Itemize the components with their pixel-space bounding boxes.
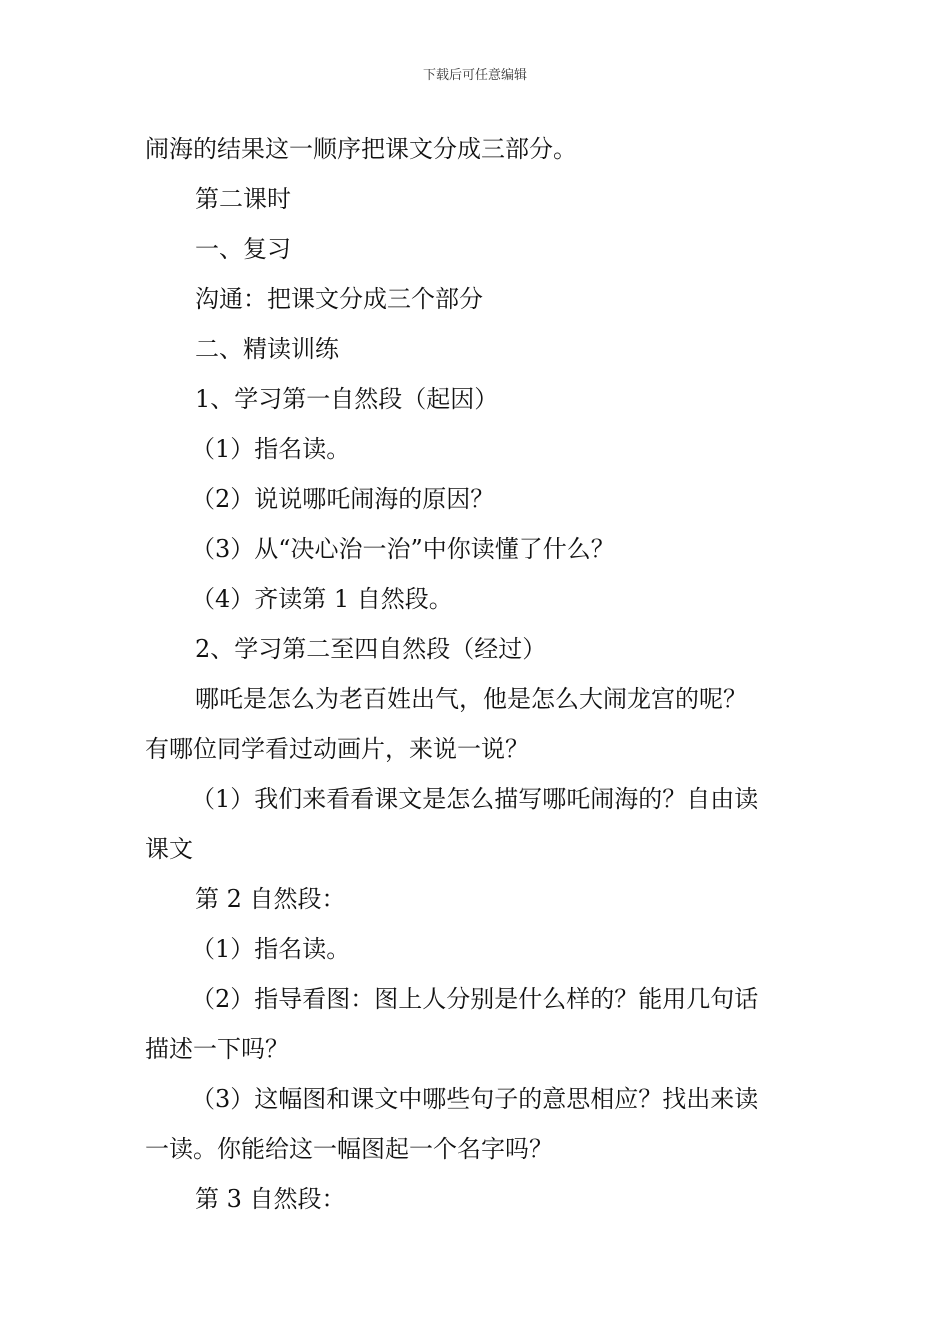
paragraph-text: 有哪位同学看过动画片，来说一说？: [145, 735, 529, 763]
document-body: [145, 124, 810, 1224]
list-item: （4）齐读第 1 自然段。: [191, 585, 453, 613]
lesson-heading: 第二课时: [195, 185, 291, 213]
list-item: （1）我们来看看课文是怎么描写哪吒闹海的？自由读: [191, 785, 759, 813]
paragraph-label: 第 3 自然段：: [195, 1185, 346, 1213]
list-item: （3）这幅图和课文中哪些句子的意思相应？找出来读: [191, 1085, 759, 1113]
subsection-heading-1: 1、学习第一自然段（起因）: [195, 385, 499, 413]
paragraph-continuation: 闹海的结果这一顺序把课文分成三部分。: [145, 135, 577, 163]
paragraph-label: 第 2 自然段：: [195, 885, 346, 913]
list-item: （2）说说哪吒闹海的原因？: [191, 485, 495, 513]
section-heading-review: 一、复习: [195, 235, 291, 263]
list-item: （3）从“决心治一治”中你读懂了什么？: [191, 535, 615, 563]
page-header: 下载后可任意编辑: [422, 68, 527, 83]
list-item: （1）指名读。: [191, 435, 351, 463]
section-heading-reading: 二、精读训练: [195, 335, 339, 363]
paragraph-text: 哪吒是怎么为老百姓出气，他是怎么大闹龙宫的呢？: [195, 685, 747, 713]
list-item-continuation: 描述一下吗？: [145, 1035, 289, 1063]
list-item: （1）指名读。: [191, 935, 351, 963]
list-item-continuation: 课文: [145, 835, 193, 863]
subsection-heading-2: 2、学习第二至四自然段（经过）: [195, 635, 547, 663]
list-item: （2）指导看图：图上人分别是什么样的？能用几句话: [191, 985, 759, 1013]
list-item-continuation: 一读。你能给这一幅图起一个名字吗？: [145, 1135, 553, 1163]
review-text: 沟通：把课文分成三个部分: [195, 285, 483, 313]
